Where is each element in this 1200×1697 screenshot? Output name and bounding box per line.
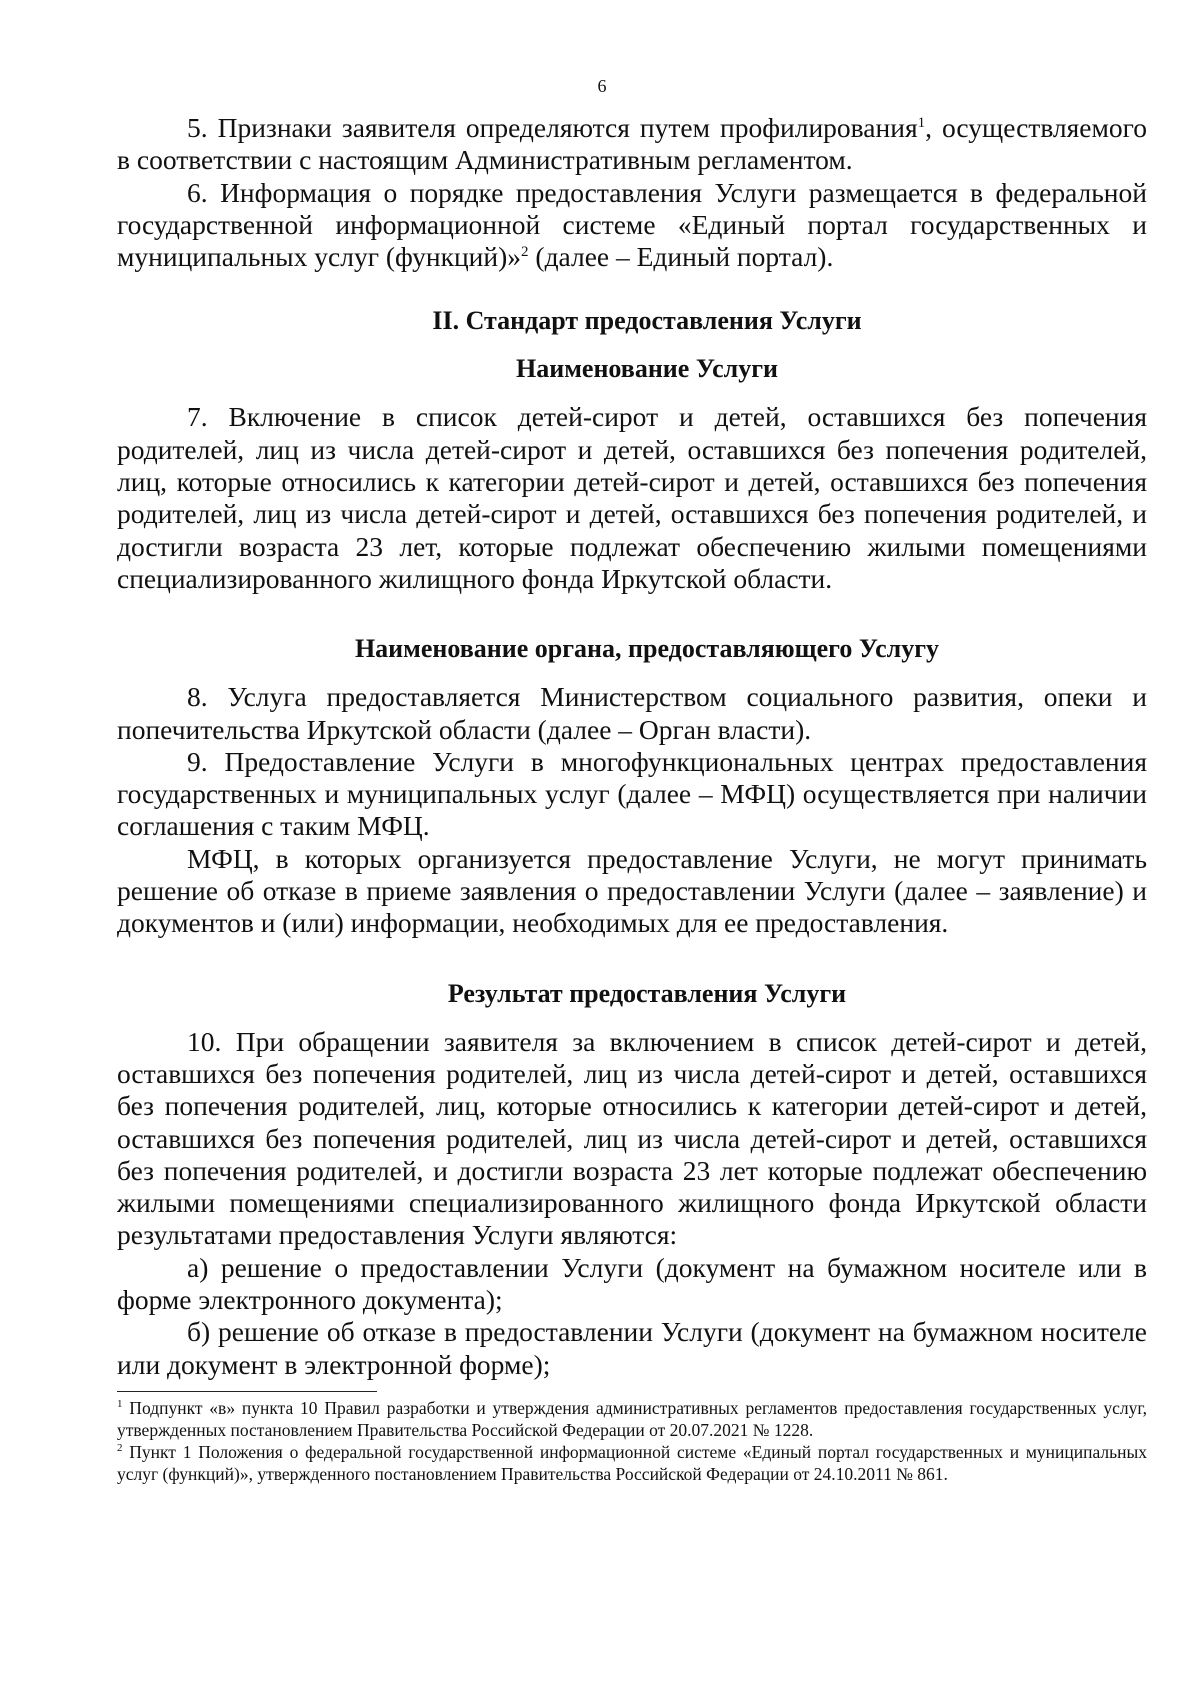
paragraph-6: [117, 177, 1147, 274]
paragraph-9: 9. Предоставление Услуги в многофункциональных центрах предоставления государственных и муниципальных услуг (далее – МФЦ) осуществляется при наличии соглашения с таким МФЦ.: [117, 745, 1147, 842]
paragraph-5: [117, 112, 1147, 177]
footnote-marker-1: 1: [117, 1398, 123, 1411]
page-number: 6: [597, 76, 607, 96]
paragraph-6-text: 6. Информация о порядке предоставления Услуги размещается в федеральной государственной информационной системе «Единый портал государственных и муниципальных услуг (функций)»: [117, 176, 1147, 273]
paragraph-7: 7. Включение в список детей-сирот и детей, оставшихся без попечения родителей, лиц из числа детей-сирот и детей, оставшихся без попечения родителей, лиц, которые относились к категории детей-сирот и детей, оставшихся без попечения родителей, лиц из числа детей-сирот и детей, оставшихся без попечения родителей, и достигли возраста 23 лет, которые подлежат обеспечению жилыми помещениями специализированного жилищного фонда Иркутской области.: [117, 401, 1147, 594]
paragraph-10-b: б) решение об отказе в предоставлении Услуги (документ на бумажном носителе или документ в электронной форме);: [117, 1316, 1147, 1380]
paragraph-10-a: а) решение о предоставлении Услуги (документ на бумажном носителе или в форме электронного документа);: [117, 1251, 1147, 1316]
footnote-ref-2: 2: [521, 244, 529, 261]
paragraph-9-mfc: МФЦ, в которых организуется предоставление Услуги, не могут принимать решение об отказе в приеме заявления о предоставлении Услуги (далее – заявление) и документов и (или) информации, необходимых для ее предоставления.: [117, 842, 1147, 939]
footnote-ref-1: 1: [917, 114, 926, 131]
paragraph-8: 8. Услуга предоставляется Министерством социального развития, опеки и попечительства Иркутской области (далее – Орган власти).: [117, 681, 1147, 745]
footnote-1-text: Подпункт «в» пункта 10 Правил разработки и утверждения административных регламентов предоставления государственных услуг, утвержденных постановлением Правительства Российской Федерации от 20.07.2021 № 1228.: [117, 1397, 1147, 1440]
footnote-2-text: Пункт 1 Положения о федеральной государственной информационной системе «Единый портал государственных и муниципальных услуг (функций)», утвержденного постановлением Правительства Российской Федерации от 24.10.2011 № 861.: [117, 1441, 1147, 1484]
footnotes: [117, 1397, 1147, 1485]
subheading-authority-name: Наименование органа, предоставляющего Услугу: [354, 634, 940, 664]
subheading-result: Результат предоставления Услуги: [447, 978, 847, 1008]
subheading-service-name: Наименование Услуги: [515, 354, 779, 384]
footnote-1: [117, 1397, 1147, 1441]
paragraph-5-tail: , осуществляемого в соответствии с настоящим Административным регламентом.: [117, 112, 1148, 176]
footnote-marker-2: 2: [117, 1442, 123, 1455]
paragraph-5-text: 5. Признаки заявителя определяются путем профилирования: [187, 112, 918, 143]
document-body: [117, 112, 1147, 1381]
footnote-divider: [117, 1391, 377, 1392]
section-heading: II. Стандарт предоставления Услуги: [432, 306, 862, 336]
paragraph-10: 10. При обращении заявителя за включением в список детей-сирот и детей, оставшихся без попечения родителей, лиц из числа детей-сирот и детей, оставшихся без попечения родителей, лиц, которые относились к категории детей-сирот и детей, оставшихся без попечения родителей, лиц из числа детей-сирот и детей, оставшихся без попечения родителей, и достигли возраста 23 лет которые подлежат обеспечению жилыми помещениями специализированного жилищного фонда Иркутской области результатами предоставления Услуги являются:: [117, 1025, 1147, 1251]
paragraph-6-tail: (далее – Единый портал).: [528, 241, 834, 273]
footnote-2: [117, 1441, 1147, 1485]
